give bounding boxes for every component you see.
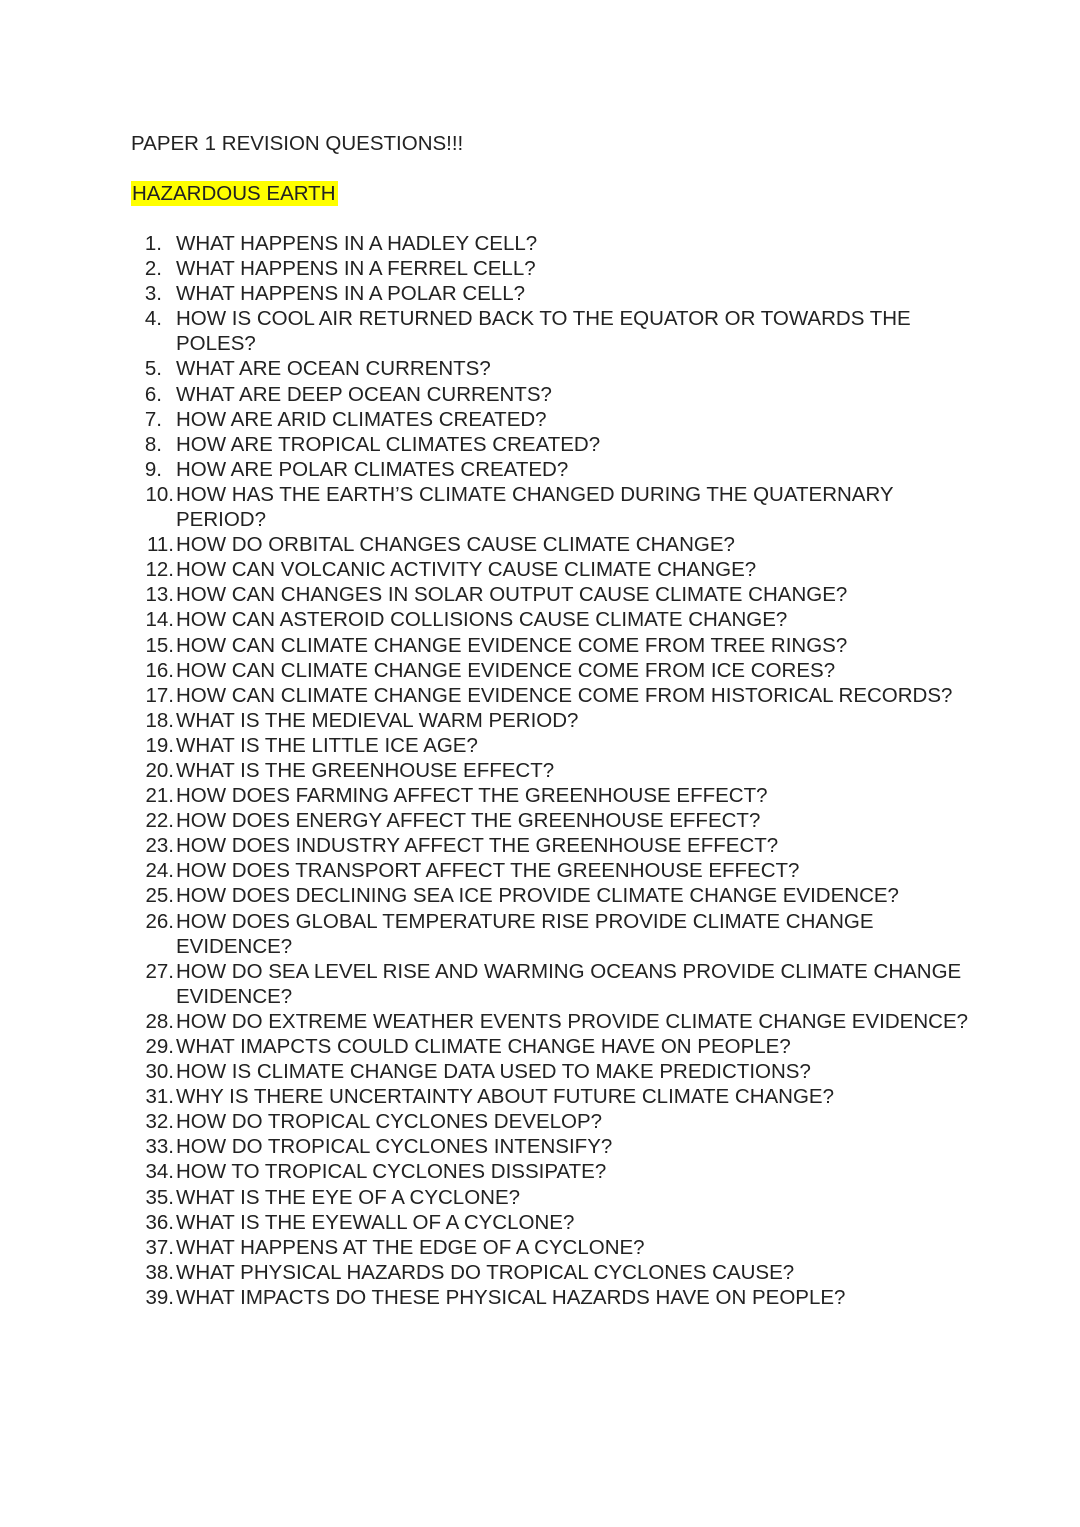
question-item (0, 909, 976, 959)
question-text: WHAT IS THE LITTLE ICE AGE? (176, 733, 478, 757)
question-number: 13. (145, 583, 174, 607)
question-item (0, 382, 976, 407)
question-item (0, 1134, 976, 1159)
question-number: 36. (145, 1210, 174, 1234)
question-item (0, 708, 976, 733)
question-number: 30. (145, 1060, 174, 1084)
question-text: HOW CAN CLIMATE CHANGE EVIDENCE COME FROM ICE CORES? (176, 658, 836, 682)
question-item (0, 1210, 976, 1235)
question-text: HOW CAN CLIMATE CHANGE EVIDENCE COME FROM HISTORICAL RECORDS? (176, 683, 953, 707)
question-number: 17. (145, 683, 174, 707)
question-text: HOW CAN CHANGES IN SOLAR OUTPUT CAUSE CLIMATE CHANGE? (176, 583, 848, 607)
question-number: 10. (145, 482, 174, 506)
question-item (0, 1009, 976, 1034)
question-text: WHAT IS THE MEDIEVAL WARM PERIOD? (176, 708, 579, 732)
question-number: 34. (145, 1160, 174, 1184)
question-text: HOW ARE ARID CLIMATES CREATED? (176, 407, 547, 431)
question-text: WHY IS THERE UNCERTAINTY ABOUT FUTURE CLIMATE CHANGE? (176, 1085, 835, 1109)
question-number: 38. (145, 1260, 174, 1284)
question-item (0, 1235, 976, 1260)
question-number: 5. (144, 357, 162, 381)
question-item (0, 1059, 976, 1084)
question-item (0, 683, 976, 708)
question-item (0, 1109, 976, 1134)
question-number: 19. (145, 733, 174, 757)
question-item (0, 883, 976, 908)
question-text: WHAT HAPPENS AT THE EDGE OF A CYCLONE? (176, 1235, 645, 1259)
question-number: 18. (145, 708, 174, 732)
question-item (0, 356, 976, 381)
question-text: HOW CAN VOLCANIC ACTIVITY CAUSE CLIMATE CHANGE? (176, 558, 757, 582)
question-text: HOW DOES GLOBAL TEMPERATURE RISE PROVIDE CLIMATE CHANGE EVIDENCE? (176, 909, 874, 958)
question-text: HOW TO TROPICAL CYCLONES DISSIPATE? (176, 1160, 607, 1184)
question-number: 21. (145, 784, 174, 808)
question-item (0, 582, 976, 607)
question-text: HOW DOES TRANSPORT AFFECT THE GREENHOUSE EFFECT? (176, 859, 800, 883)
question-item (0, 758, 976, 783)
question-text: HOW ARE POLAR CLIMATES CREATED? (176, 457, 569, 481)
question-text: WHAT IS THE EYE OF A CYCLONE? (176, 1185, 521, 1209)
question-number: 23. (145, 834, 174, 858)
question-item (0, 457, 976, 482)
question-text: HOW DOES INDUSTRY AFFECT THE GREENHOUSE EFFECT? (176, 834, 779, 858)
question-text: HOW DOES FARMING AFFECT THE GREENHOUSE EFFECT? (176, 784, 768, 808)
question-text: WHAT PHYSICAL HAZARDS DO TROPICAL CYCLONES CAUSE? (176, 1260, 795, 1284)
question-item (0, 858, 976, 883)
question-item (0, 633, 976, 658)
question-text: HOW CAN ASTEROID COLLISIONS CAUSE CLIMATE CHANGE? (176, 608, 788, 632)
question-item (0, 1185, 976, 1210)
question-item (0, 306, 976, 356)
question-text: WHAT ARE DEEP OCEAN CURRENTS? (176, 382, 552, 406)
question-number: 20. (145, 758, 174, 782)
question-item (0, 482, 976, 532)
question-item (0, 607, 976, 632)
question-number: 3. (144, 282, 162, 306)
question-number: 4. (144, 307, 162, 331)
question-text: WHAT HAPPENS IN A POLAR CELL? (176, 282, 526, 306)
question-item (0, 532, 976, 557)
question-number: 15. (145, 633, 174, 657)
question-item (0, 1084, 976, 1109)
question-item (0, 407, 976, 432)
question-number: 16. (145, 658, 174, 682)
question-item (0, 1260, 976, 1285)
question-item (0, 557, 976, 582)
question-number: 27. (145, 959, 174, 983)
question-text: HOW DOES DECLINING SEA ICE PROVIDE CLIMATE CHANGE EVIDENCE? (176, 884, 899, 908)
question-number: 14. (145, 608, 174, 632)
question-number: 39. (145, 1285, 174, 1309)
question-text: WHAT ARE OCEAN CURRENTS? (176, 357, 491, 381)
question-number: 32. (145, 1110, 174, 1134)
question-number: 33. (145, 1135, 174, 1159)
question-text: HOW IS COOL AIR RETURNED BACK TO THE EQUATOR OR TOWARDS THE POLES? (176, 307, 911, 356)
question-number: 29. (145, 1035, 174, 1058)
question-text: HOW ARE TROPICAL CLIMATES CREATED? (176, 432, 601, 456)
question-text: HOW DO ORBITAL CHANGES CAUSE CLIMATE CHANGE? (176, 533, 735, 557)
question-item (0, 281, 976, 306)
question-text: HOW DO TROPICAL CYCLONES INTENSIFY? (176, 1135, 613, 1159)
question-number: 37. (145, 1235, 174, 1259)
question-text: HOW DOES ENERGY AFFECT THE GREENHOUSE EFFECT? (176, 809, 761, 833)
question-item (0, 783, 976, 808)
question-text: HOW CAN CLIMATE CHANGE EVIDENCE COME FROM TREE RINGS? (176, 633, 848, 657)
section-heading-highlighted: HAZARDOUS EARTH (132, 182, 336, 205)
question-number: 24. (145, 859, 174, 883)
question-text: HOW DO SEA LEVEL RISE AND WARMING OCEANS PROVIDE CLIMATE CHANGE EVIDENCE? (176, 959, 962, 1008)
question-item (0, 432, 976, 457)
question-item (0, 231, 976, 256)
question-number: 6. (144, 382, 162, 406)
question-text: HOW HAS THE EARTH’S CLIMATE CHANGED DURING THE QUATERNARY PERIOD? (176, 482, 894, 532)
question-text: WHAT IMAPCTS COULD CLIMATE CHANGE HAVE ON PEOPLE? (176, 1035, 791, 1058)
question-item (0, 833, 976, 858)
question-item (0, 256, 976, 281)
question-item (0, 1034, 976, 1059)
question-number: 25. (145, 884, 174, 908)
question-number: 22. (145, 809, 174, 833)
question-number: 1. (144, 232, 162, 255)
question-item (0, 959, 976, 1009)
question-number: 7. (144, 407, 162, 431)
question-text: WHAT IS THE GREENHOUSE EFFECT? (176, 758, 555, 782)
document-title: PAPER 1 REVISION QUESTIONS!!! (131, 132, 464, 155)
question-text: HOW IS CLIMATE CHANGE DATA USED TO MAKE PREDICTIONS? (176, 1060, 811, 1084)
question-text: HOW DO EXTREME WEATHER EVENTS PROVIDE CLIMATE CHANGE EVIDENCE? (176, 1009, 969, 1033)
question-number: 26. (145, 909, 174, 933)
question-text: WHAT IMPACTS DO THESE PHYSICAL HAZARDS HAVE ON PEOPLE? (176, 1285, 846, 1309)
question-item (0, 1285, 976, 1310)
question-item (0, 1159, 976, 1184)
question-item (0, 733, 976, 758)
question-list (0, 231, 1080, 1310)
question-number: 2. (144, 257, 162, 281)
question-number: 8. (144, 432, 162, 456)
question-text: WHAT IS THE EYEWALL OF A CYCLONE? (176, 1210, 575, 1234)
question-item (0, 808, 976, 833)
question-number: 12. (145, 558, 174, 582)
question-text: WHAT HAPPENS IN A HADLEY CELL? (176, 232, 538, 255)
question-number: 31. (145, 1085, 174, 1109)
question-number: 11. (147, 533, 174, 557)
question-item (0, 658, 976, 683)
question-text: WHAT HAPPENS IN A FERREL CELL? (176, 257, 536, 281)
question-number: 35. (145, 1185, 174, 1209)
question-number: 28. (145, 1009, 174, 1033)
question-text: HOW DO TROPICAL CYCLONES DEVELOP? (176, 1110, 603, 1134)
question-number: 9. (144, 457, 162, 481)
